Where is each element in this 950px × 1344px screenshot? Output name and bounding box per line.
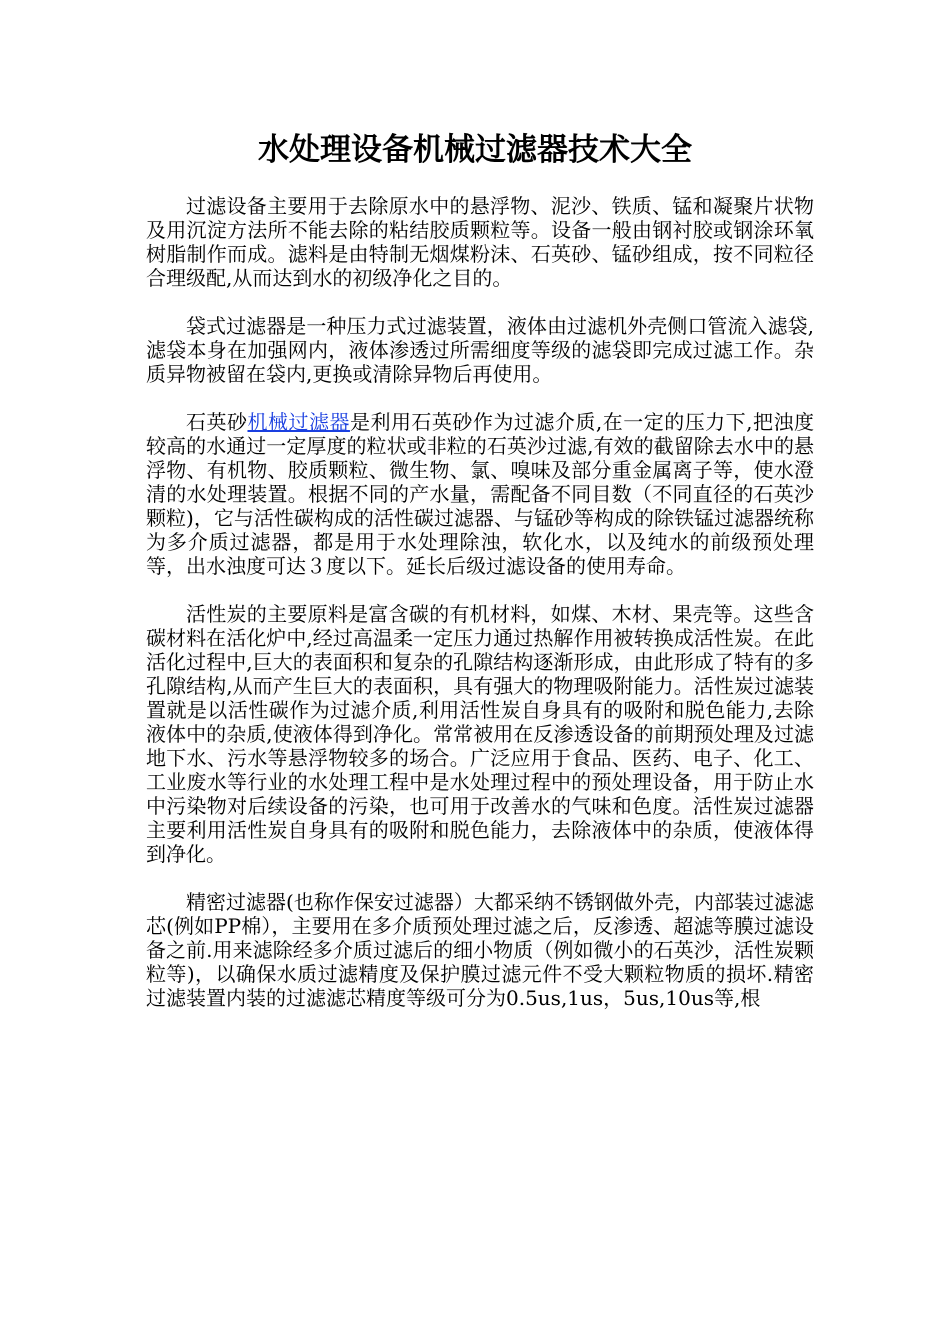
document-title: 水处理设备机械过滤器技术大全 bbox=[258, 132, 692, 168]
paragraph-activated-carbon: 活性炭的主要原料是富含碳的有机材料，如煤、木材、果壳等。这些含碳材料在活化炉中,经过高温柔一定压力通过热解作用被转换成活性炭。在此活化过程中,巨大的表面积和复杂的孔隙结构逐渐形成，由此形成了特有的多孔隙结构,从而产生巨大的表面积，具有强大的物理吸附能力。活性炭过滤装置就是以活性碳作为过滤介质,利用活性炭自身具有的吸附和脱色能力,去除液体中的杂质,使液体得到净化。常常被用在反渗透设备的前期预处理及过滤地下水、污水等悬浮物较多的场合。广泛应用于食品、医药、电子、化工、工业废水等行业的水处理工程中是水处理过程中的预处理设备，用于防止水中污染物对后续设备的污染，也可用于改善水的气味和色度。活性炭过滤器主要利用活性炭自身具有的吸附和脱色能力，去除液体中的杂质，使液体得到净化。 bbox=[146, 602, 814, 866]
paragraph-filter-equipment: 过滤设备主要用于去除原水中的悬浮物、泥沙、铁质、锰和凝聚片状物及用沉淀方法所不能去除的粘结胶质颗粒等。设备一般由钢衬胶或钢涂环氧树脂制作而成。滤料是由特制无烟煤粉沫、石英砂、锰砂组成，按不同粒径合理级配,从而达到水的初级净化之目的。 bbox=[146, 194, 814, 290]
paragraph-quartz-sand-filter bbox=[146, 410, 814, 578]
paragraph-precision-filter: 精密过滤器(也称作保安过滤器）大都采纳不锈钢做外壳，内部装过滤滤芯(例如PP棉），主要用在多介质预处理过滤之后，反渗透、超滤等膜过滤设备之前.用来滤除经多介质过滤后的细小物质（例如微小的石英沙，活性炭颗粒等)，以确保水质过滤精度及保护膜过滤元件不受大颗粒物质的损坏.精密过滤装置内装的过滤滤芯精度等级可分为0.5us,1us，5us,10us等,根 bbox=[146, 890, 814, 1010]
mechanical-filter-link[interactable]: 机械过滤器 bbox=[247, 410, 350, 434]
paragraph-text-before-link: 石英砂 bbox=[186, 410, 248, 434]
paragraph-text-after-link: 是利用石英砂作为过滤介质,在一定的压力下,把浊度较高的水通过一定厚度的粒状或非粒的石英沙过滤,有效的截留除去水中的悬浮物、有机物、胶质颗粒、微生物、氯、嗅味及部分重金属离子等，使水澄清的水处理装置。根据不同的产水量，需配备不同目数（不同直径的石英沙颗粒)，它与活性碳构成的活性碳过滤器、与锰砂等构成的除铁锰过滤器统称为多介质过滤器，都是用于水处理除浊，软化水，以及纯水的前级预处理等，出水浊度可达３度以下。延长后级过滤设备的使用寿命。 bbox=[146, 410, 815, 578]
document-body bbox=[146, 194, 814, 1034]
paragraph-bag-filter: 袋式过滤器是一种压力式过滤装置，液体由过滤机外壳侧口管流入滤袋,滤袋本身在加强网内，液体渗透过所需细度等级的滤袋即完成过滤工作。杂质异物被留在袋内,更换或清除异物后再使用。 bbox=[146, 314, 814, 386]
